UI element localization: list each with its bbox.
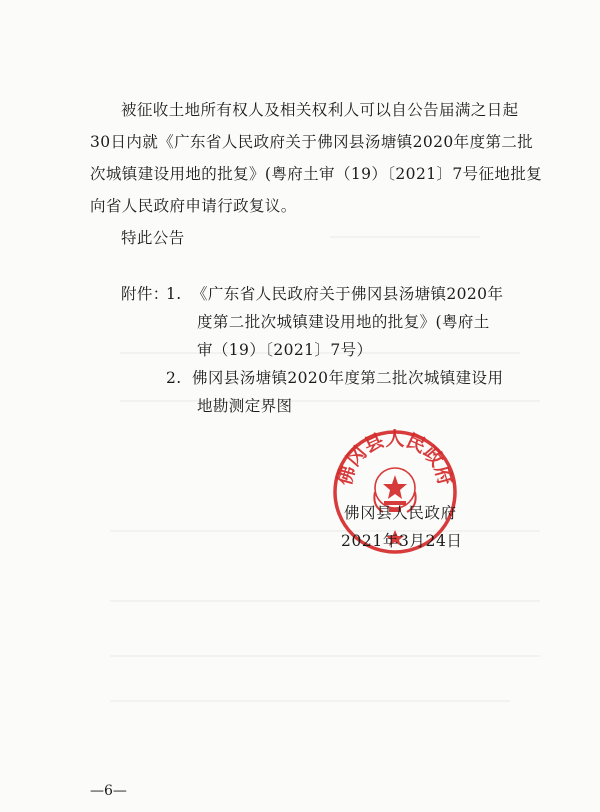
attachment-2-number: 2. (166, 369, 182, 387)
body-line-4: 向省人民政府申请行政复议。 (90, 197, 297, 215)
show-through-mark (110, 530, 540, 532)
attachment-1-number: 1. (166, 285, 182, 303)
page-number: —6— (90, 783, 127, 799)
show-through-mark (120, 400, 540, 402)
attachment-2-line: 地勘测定界图 (197, 397, 293, 415)
show-through-mark (330, 236, 480, 238)
closing-phrase: 特此公告 (121, 229, 185, 247)
signature-org: 佛冈县人民政府 (344, 504, 457, 522)
attachment-1-line: 审（19）〔2021〕7号） (197, 341, 373, 359)
attachments-label: 附件： (121, 285, 169, 303)
body-line-1: 被征收土地所有权人及相关权利人可以自公告届满之日起 (121, 101, 519, 119)
show-through-mark (110, 700, 510, 702)
show-through-mark (110, 600, 540, 602)
body-line-2: 30日内就《广东省人民政府关于佛冈县汤塘镇2020年度第二批 (90, 133, 534, 151)
seal-text: 佛冈县人民政府 (333, 428, 457, 488)
attachment-2-line: 佛冈县汤塘镇2020年度第二批次城镇建设用 (192, 369, 504, 387)
attachment-1-line: 《广东省人民政府关于佛冈县汤塘镇2020年 (192, 285, 504, 303)
attachment-1-line: 度第二批次城镇建设用地的批复》(粤府土 (197, 313, 490, 331)
signature-date: 2021年3月24日 (341, 532, 463, 550)
show-through-mark (110, 655, 540, 657)
body-line-3: 次城镇建设用地的批复》(粤府土审（19）〔2021〕7号征地批复 (90, 165, 543, 183)
